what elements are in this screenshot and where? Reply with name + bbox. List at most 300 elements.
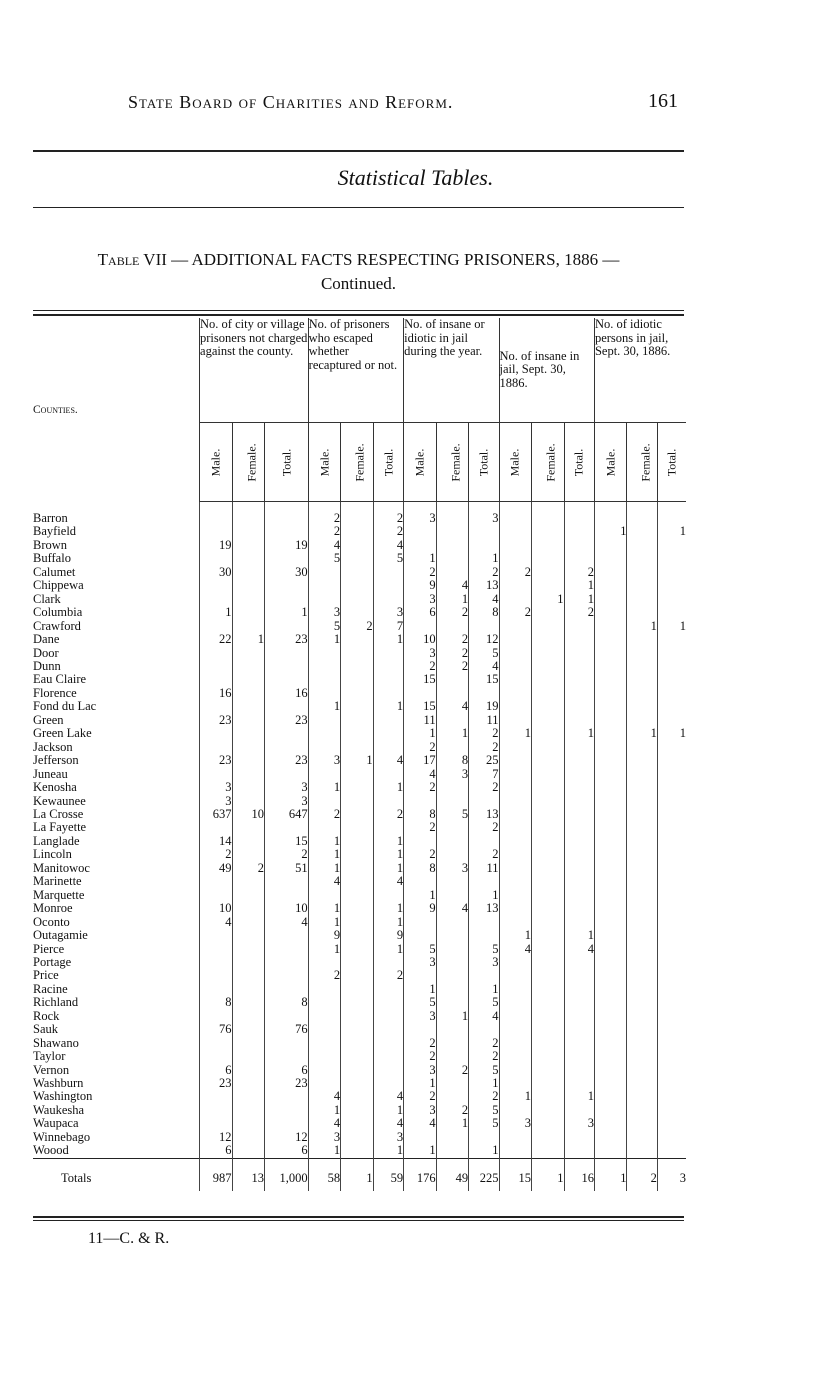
table-cell — [657, 996, 686, 1009]
table-cell: 3 — [264, 781, 308, 794]
table-cell — [341, 502, 373, 526]
table-cell — [564, 969, 594, 982]
sub-header-male — [200, 423, 232, 502]
county-name: Kewaunee — [33, 794, 86, 808]
table-row — [33, 714, 686, 727]
table-cell: 16 — [264, 687, 308, 700]
table-cell — [200, 1104, 232, 1117]
sub-header-label: Total. — [476, 448, 491, 476]
table-cell: 16 — [200, 687, 232, 700]
table-cell: 49 — [200, 862, 232, 875]
sub-header-label: Male. — [208, 448, 223, 476]
table-cell — [594, 1144, 626, 1158]
table-cell — [657, 741, 686, 754]
table-row — [33, 781, 686, 794]
table-cell — [373, 821, 403, 834]
table-cell — [499, 1050, 531, 1063]
table-cell — [373, 566, 403, 579]
table-cell — [499, 593, 531, 606]
table-cell — [532, 916, 564, 929]
table-cell: 2 — [404, 1037, 436, 1050]
table-cell — [232, 1090, 264, 1103]
table-cell — [657, 633, 686, 646]
table-cell: 8 — [404, 862, 436, 875]
table-cell: 2 — [404, 781, 436, 794]
table-cell — [341, 996, 373, 1009]
table-cell — [594, 862, 626, 875]
table-cell — [373, 593, 403, 606]
table-cell: 7 — [469, 768, 499, 781]
table-cell — [308, 821, 340, 834]
table-cell: 11 — [469, 714, 499, 727]
table-cell — [200, 525, 232, 538]
table-cell — [232, 552, 264, 565]
table-cell — [436, 969, 468, 982]
county-name: Winnebago — [33, 1130, 91, 1144]
table-cell — [264, 889, 308, 902]
table-cell — [532, 768, 564, 781]
table-cell — [200, 821, 232, 834]
totals-cell: 1 — [594, 1158, 626, 1191]
table-cell: 9 — [404, 902, 436, 915]
table-cell — [594, 983, 626, 996]
table-cell — [499, 1144, 531, 1158]
table-row — [33, 727, 686, 740]
table-cell — [532, 808, 564, 821]
table-cell — [341, 875, 373, 888]
table-row — [33, 700, 686, 713]
table-cell — [657, 848, 686, 861]
sub-header-label: Female. — [352, 442, 367, 482]
table-cell — [308, 1010, 340, 1023]
table-cell — [594, 620, 626, 633]
table-cell — [264, 821, 308, 834]
table-cell: 11 — [404, 714, 436, 727]
table-cell — [564, 889, 594, 902]
table-cell — [627, 525, 657, 538]
table-cell — [308, 889, 340, 902]
table-cell: 1 — [469, 1077, 499, 1090]
table-cell — [436, 916, 468, 929]
table-cell — [341, 660, 373, 673]
table-cell — [200, 768, 232, 781]
table-cell: 5 — [373, 552, 403, 565]
table-cell: 2 — [308, 808, 340, 821]
table-cell: 2 — [436, 660, 468, 673]
table-cell — [341, 1117, 373, 1130]
table-cell — [341, 1104, 373, 1117]
table-cell — [657, 902, 686, 915]
table-cell — [264, 727, 308, 740]
table-row — [33, 943, 686, 956]
table-cell — [436, 714, 468, 727]
table-cell — [594, 673, 626, 686]
sub-header-total — [264, 423, 308, 502]
table-cell — [564, 1131, 594, 1144]
table-cell: 2 — [200, 848, 232, 861]
table-cell — [657, 1090, 686, 1103]
table-cell — [594, 593, 626, 606]
table-cell: 6 — [264, 1144, 308, 1158]
table-cell — [436, 539, 468, 552]
table-cell — [657, 1023, 686, 1036]
table-cell — [373, 660, 403, 673]
table-cell — [341, 727, 373, 740]
table-cell — [657, 875, 686, 888]
table-cell — [594, 1117, 626, 1130]
sub-header-total — [373, 423, 403, 502]
table-row — [33, 902, 686, 915]
table-cell — [532, 647, 564, 660]
table-cell: 76 — [264, 1023, 308, 1036]
table-cell — [232, 502, 264, 526]
table-cell — [200, 579, 232, 592]
county-name: Crawford — [33, 619, 81, 633]
table-cell: 8 — [264, 996, 308, 1009]
table-cell — [627, 1117, 657, 1130]
table-cell — [436, 848, 468, 861]
table-cell — [564, 862, 594, 875]
table-cell: 12 — [264, 1131, 308, 1144]
table-cell — [232, 1117, 264, 1130]
table-cell — [341, 835, 373, 848]
table-cell: 2 — [373, 808, 403, 821]
table-cell — [341, 821, 373, 834]
table-cell: 12 — [200, 1131, 232, 1144]
table-cell: 2 — [308, 502, 340, 526]
table-cell — [657, 929, 686, 942]
table-cell — [499, 700, 531, 713]
table-cell — [499, 875, 531, 888]
totals-cell: 59 — [373, 1158, 403, 1191]
table-cell — [657, 983, 686, 996]
table-cell — [564, 835, 594, 848]
table-cell: 1 — [404, 727, 436, 740]
table-cell — [232, 1131, 264, 1144]
table-cell — [657, 647, 686, 660]
county-name: Woood — [33, 1144, 69, 1158]
sub-header-label: Female. — [448, 442, 463, 482]
table-cell — [200, 1117, 232, 1130]
table-cell — [308, 687, 340, 700]
table-cell — [308, 714, 340, 727]
table-cell: 15 — [469, 673, 499, 686]
table-cell: 1 — [373, 700, 403, 713]
table-cell — [594, 848, 626, 861]
table-cell: 4 — [499, 943, 531, 956]
table-cell — [436, 835, 468, 848]
page-number: 161 — [648, 90, 678, 112]
table-cell: 4 — [264, 916, 308, 929]
table-cell: 9 — [373, 929, 403, 942]
table-cell — [499, 1037, 531, 1050]
table-cell — [232, 1064, 264, 1077]
table-cell — [627, 848, 657, 861]
table-cell: 1 — [308, 943, 340, 956]
table-cell — [499, 848, 531, 861]
table-cell: 4 — [404, 1117, 436, 1130]
table-cell — [341, 579, 373, 592]
table-cell — [308, 593, 340, 606]
table-cell — [341, 1144, 373, 1158]
table-cell: 4 — [200, 916, 232, 929]
table-cell — [232, 983, 264, 996]
table-cell — [200, 1090, 232, 1103]
table-cell — [373, 1077, 403, 1090]
table-cell — [341, 902, 373, 915]
table-cell — [469, 795, 499, 808]
table-cell — [532, 969, 564, 982]
table-cell: 14 — [200, 835, 232, 848]
table-cell: 1 — [373, 633, 403, 646]
table-cell — [627, 552, 657, 565]
table-cell: 30 — [200, 566, 232, 579]
table-cell: 1 — [499, 727, 531, 740]
table-cell — [264, 700, 308, 713]
county-name: La Fayette — [33, 821, 87, 835]
table-cell — [232, 875, 264, 888]
table-cell — [594, 875, 626, 888]
table-cell — [627, 579, 657, 592]
table-cell — [308, 579, 340, 592]
table-cell — [627, 916, 657, 929]
table-cell — [264, 983, 308, 996]
table-cell — [200, 1050, 232, 1063]
table-cell — [564, 996, 594, 1009]
table-cell — [594, 687, 626, 700]
sub-header-female — [341, 423, 373, 502]
table-row — [33, 889, 686, 902]
table-cell — [200, 727, 232, 740]
table-cell — [657, 660, 686, 673]
table-cell: 7 — [373, 620, 403, 633]
table-cell — [469, 1131, 499, 1144]
table-cell — [436, 687, 468, 700]
table-cell: 1 — [404, 1077, 436, 1090]
table-cell — [657, 1050, 686, 1063]
table-cell: 2 — [469, 1050, 499, 1063]
table-cell: 1 — [436, 1010, 468, 1023]
table-cell — [499, 620, 531, 633]
table-cell: 1 — [564, 593, 594, 606]
table-cell: 2 — [264, 848, 308, 861]
table-cell — [264, 552, 308, 565]
sub-header-total — [657, 423, 686, 502]
table-cell: 1 — [373, 862, 403, 875]
table-cell: 5 — [469, 996, 499, 1009]
table-cell — [232, 768, 264, 781]
totals-cell: 49 — [436, 1158, 468, 1191]
table-cell — [532, 795, 564, 808]
table-cell: 1 — [532, 593, 564, 606]
table-cell — [499, 969, 531, 982]
table-cell — [404, 929, 436, 942]
table-cell — [627, 1050, 657, 1063]
table-cell — [341, 539, 373, 552]
table-cell — [657, 1037, 686, 1050]
table-cell — [232, 1144, 264, 1158]
group-header-insane-year: No. of insane or idiotic in jail during the year. — [404, 318, 499, 423]
table-cell: 8 — [436, 754, 468, 767]
table-cell: 3 — [404, 1104, 436, 1117]
table-row — [33, 673, 686, 686]
table-cell — [373, 687, 403, 700]
table-cell — [564, 741, 594, 754]
county-name: Monroe — [33, 902, 73, 916]
table-cell: 3 — [308, 754, 340, 767]
table-cell — [436, 1050, 468, 1063]
county-name: Green — [33, 713, 64, 727]
table-row — [33, 1050, 686, 1063]
table-cell — [594, 929, 626, 942]
table-cell — [436, 1090, 468, 1103]
table-cell: 2 — [469, 741, 499, 754]
table-row — [33, 525, 686, 538]
table-cell: 4 — [404, 768, 436, 781]
table-cell — [232, 916, 264, 929]
table-cell: 1 — [373, 781, 403, 794]
table-cell: 3 — [200, 795, 232, 808]
table-cell: 3 — [404, 647, 436, 660]
table-cell — [564, 795, 594, 808]
table-cell — [499, 1077, 531, 1090]
table-cell — [532, 781, 564, 794]
table-cell — [404, 795, 436, 808]
table-cell — [594, 579, 626, 592]
table-cell — [594, 647, 626, 660]
totals-cell: 16 — [564, 1158, 594, 1191]
table-cell — [341, 768, 373, 781]
table-cell: 15 — [404, 700, 436, 713]
table-continued: Continued. — [320, 274, 397, 293]
table-cell — [232, 620, 264, 633]
table-row — [33, 606, 686, 619]
table-cell: 13 — [469, 902, 499, 915]
table-cell — [594, 754, 626, 767]
table-cell: 11 — [469, 862, 499, 875]
table-cell — [341, 795, 373, 808]
table-cell — [627, 502, 657, 526]
table-cell: 1 — [469, 983, 499, 996]
table-cell — [627, 835, 657, 848]
table-cell: 4 — [373, 1090, 403, 1103]
table-cell — [594, 566, 626, 579]
table-cell — [594, 821, 626, 834]
table-cell — [594, 996, 626, 1009]
table-cell — [499, 1064, 531, 1077]
table-cell: 5 — [469, 1064, 499, 1077]
table-cell — [232, 579, 264, 592]
table-cell — [436, 525, 468, 538]
table-cell — [499, 1010, 531, 1023]
table-cell — [341, 647, 373, 660]
table-cell: 10 — [200, 902, 232, 915]
table-cell: 3 — [404, 593, 436, 606]
table-cell — [627, 862, 657, 875]
table-cell — [200, 593, 232, 606]
table-cell — [308, 795, 340, 808]
table-cell — [373, 579, 403, 592]
table-cell: 25 — [469, 754, 499, 767]
table-cell — [200, 875, 232, 888]
table-cell — [564, 1050, 594, 1063]
county-name: Portage — [33, 955, 72, 969]
table-cell: 5 — [469, 647, 499, 660]
sub-header-label: Total. — [278, 448, 293, 476]
table-cell — [264, 1117, 308, 1130]
county-name: Oconto — [33, 915, 70, 929]
table-cell — [564, 502, 594, 526]
county-name: Chippewa — [33, 579, 84, 593]
table-cell — [532, 579, 564, 592]
table-cell — [564, 552, 594, 565]
table-row — [33, 579, 686, 592]
table-cell — [532, 1144, 564, 1158]
table-cell — [200, 620, 232, 633]
table-cell — [499, 1131, 531, 1144]
table-cell — [232, 821, 264, 834]
table-cell: 5 — [469, 1104, 499, 1117]
sub-header-male — [594, 423, 626, 502]
table-cell — [532, 862, 564, 875]
sub-header-total — [564, 423, 594, 502]
table-cell — [627, 943, 657, 956]
table-cell: 6 — [200, 1144, 232, 1158]
table-cell: 1 — [404, 889, 436, 902]
table-cell: 2 — [469, 727, 499, 740]
table-cell — [532, 754, 564, 767]
table-cell — [264, 1037, 308, 1050]
table-cell: 13 — [469, 579, 499, 592]
table-cell — [436, 1131, 468, 1144]
table-cell: 2 — [308, 525, 340, 538]
table-cell — [308, 1023, 340, 1036]
table-cell — [341, 1077, 373, 1090]
table-cell — [499, 821, 531, 834]
county-name: Washburn — [33, 1077, 84, 1091]
counties-header: Counties. — [33, 403, 78, 416]
table-cell — [594, 916, 626, 929]
table-cell — [532, 835, 564, 848]
table-cell — [341, 633, 373, 646]
table-cell — [436, 502, 468, 526]
totals-row — [33, 1158, 686, 1191]
table-cell — [532, 620, 564, 633]
table-cell: 1 — [657, 620, 686, 633]
table-cell — [627, 996, 657, 1009]
table-cell: 13 — [469, 808, 499, 821]
table-cell — [564, 714, 594, 727]
table-cell — [404, 620, 436, 633]
table-row — [33, 552, 686, 565]
county-name: Langlade — [33, 834, 80, 848]
table-cell: 4 — [373, 539, 403, 552]
table-cell — [200, 647, 232, 660]
totals-cell: 3 — [657, 1158, 686, 1191]
table-cell — [373, 741, 403, 754]
table-cell — [200, 889, 232, 902]
table-cell — [308, 956, 340, 969]
sub-header-label: Male. — [412, 448, 427, 476]
table-cell — [532, 983, 564, 996]
table-cell — [341, 525, 373, 538]
table-cell — [594, 902, 626, 915]
table-cell — [232, 848, 264, 861]
table-cell — [657, 1010, 686, 1023]
table-cell: 1 — [404, 983, 436, 996]
table-row — [33, 647, 686, 660]
table-cell — [232, 795, 264, 808]
